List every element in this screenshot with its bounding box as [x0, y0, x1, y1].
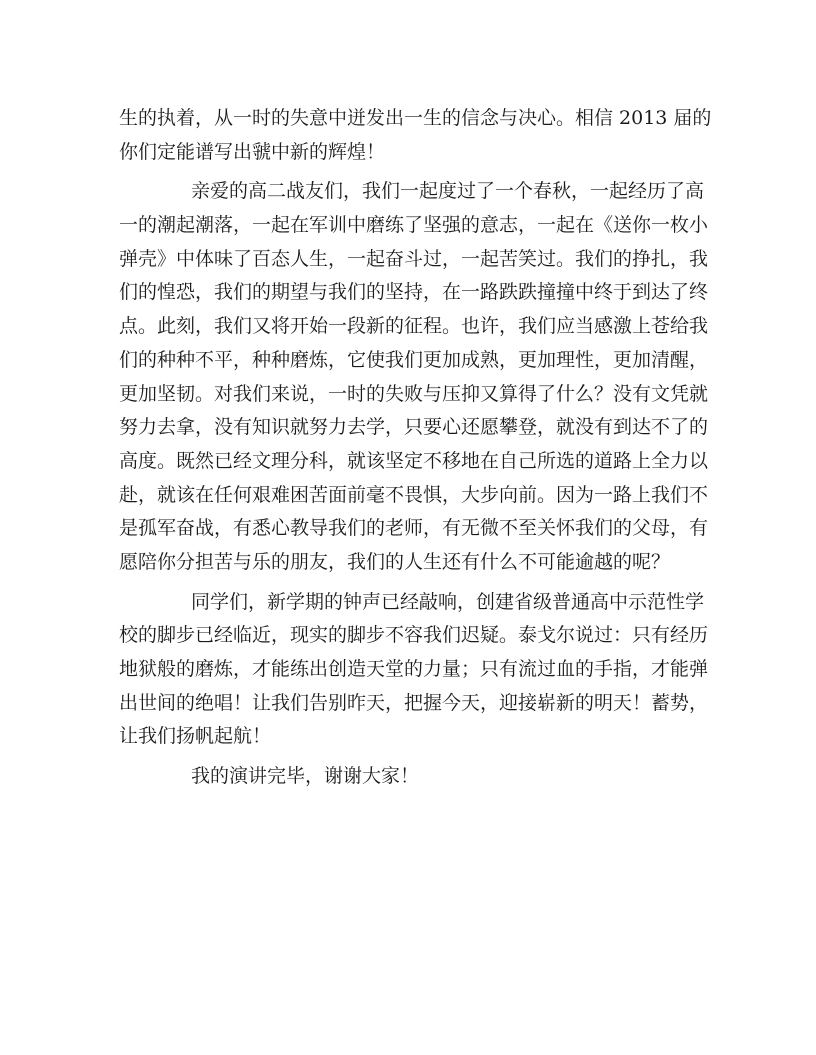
text-line: 你们定能谱写出虢中新的辉煌！ [119, 140, 386, 163]
text-line: 让我们扬帆起航！ [119, 725, 272, 748]
text-line: 们的种种不平，种种磨炼，它使我们更加成熟，更加理性，更加清醒， [119, 348, 709, 371]
text-line: 一的潮起潮落，一起在军训中磨练了坚强的意志，一起在《送你一枚小 [119, 214, 709, 237]
text-line: 赴，就该在任何艰难困苦面前毫不畏惧，大步向前。因为一路上我们不 [119, 483, 709, 506]
text-line: 是孤军奋战，有悉心教导我们的老师，有无微不至关怀我们的父母，有 [119, 517, 709, 540]
text-line: 我的演讲完毕，谢谢大家！ [191, 765, 420, 788]
text-line: 校的脚步已经临近，现实的脚步不容我们迟疑。泰戈尔说过：只有经历 [119, 624, 709, 647]
text-line: 点。此刻，我们又将开始一段新的征程。也许，我们应当感激上苍给我 [119, 315, 709, 338]
paragraph [119, 175, 709, 579]
text-line: 们的惶恐，我们的期望与我们的坚持，在一路跌跌撞撞中终于到达了终 [119, 281, 709, 304]
paragraph [119, 586, 709, 754]
text-line: 高度。既然已经文理分科，就该坚定不移地在自己所选的道路上全力以 [119, 449, 709, 472]
text-line: 努力去拿，没有知识就努力去学，只要心还愿攀登，就没有到达不了的 [119, 416, 709, 439]
text-line: 生的执着，从一时的失意中迸发出一生的信念与决心。相信 2013 届的 [119, 107, 712, 129]
text-line: 同学们，新学期的钟声已经敲响，创建省级普通高中示范性学 [191, 590, 705, 613]
text-line: 愿陪你分担苦与乐的朋友，我们的人生还有什么不可能逾越的呢？ [119, 550, 671, 573]
text-line: 亲爱的高二战友们，我们一起度过了一个春秋，一起经历了高 [191, 180, 705, 203]
paragraph [119, 102, 712, 169]
text-line: 更加坚韧。对我们来说，一时的失败与压抑又算得了什么？没有文凭就 [119, 382, 709, 405]
text-line: 地狱般的磨炼，才能练出创造天堂的力量；只有流过血的手指，才能弹 [119, 658, 709, 680]
speech-body [119, 102, 712, 794]
text-line: 弹壳》中体味了百态人生，一起奋斗过，一起苦笑过。我们的挣扎，我 [119, 247, 709, 270]
paragraph [119, 760, 699, 794]
text-line: 出世间的绝唱！让我们告别昨天，把握今天，迎接崭新的明天！蓄势， [119, 691, 709, 714]
